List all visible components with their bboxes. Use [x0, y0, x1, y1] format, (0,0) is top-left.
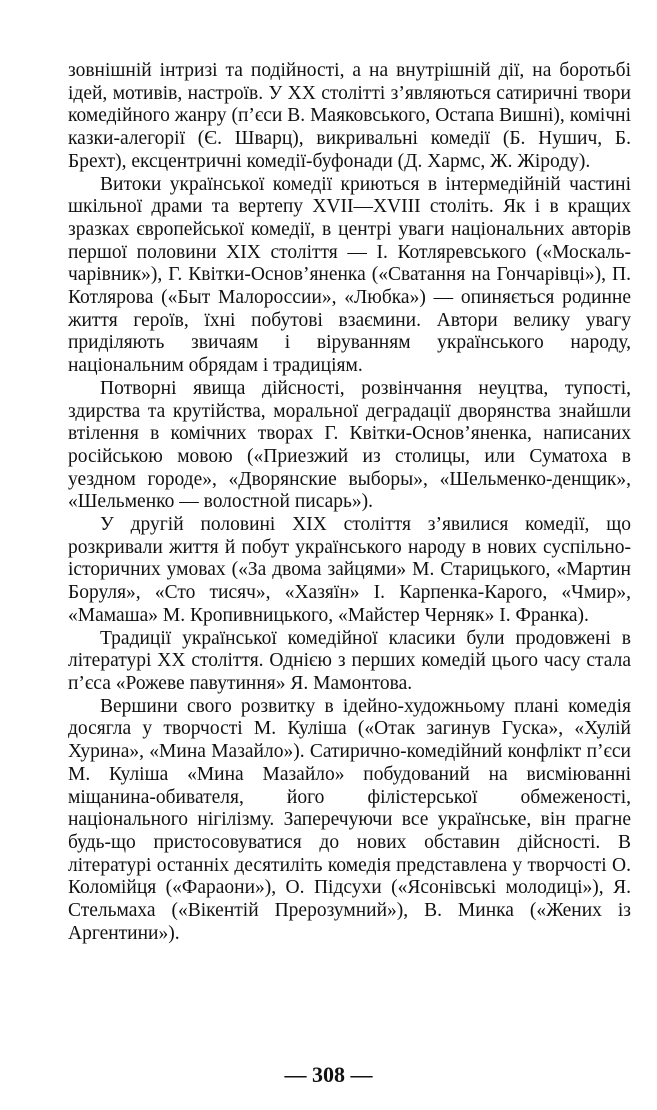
paragraph-1: зовнішній інтризі та подійності, а на внутрішній дії, на боротьбі ідей, мотивів, настроїв. У XX столітті з’являються сатиричні твори комедійного жанру (п’єси В. Маяковського, Остапа Вишні), комічні казки-алегорії (Є. Шварц), викривальні комедії (Б. Нушич, Б. Брехт), ексцентричні комедії-буфонади (Д. Хармс, Ж. Жіроду). — [68, 60, 631, 172]
paragraph-5: Традиції української комедійної класики були продовжені в літературі XX століття. Однією з перших комедій цього часу стала п’єса «Рожеве павутиння» Я. Мамонтова. — [68, 627, 631, 694]
page-body — [68, 60, 631, 945]
paragraph-4: У другій половині XIX століття з’явилися комедії, що розкривали життя й побут українського народу в нових суспільно-історичних умовах («За двома зайцями» М. Старицького, «Мартин Боруля», «Сто тисяч», «Хазяїн» І. Карпенка-Карого, «Чмир», «Мамаша» М. Кропивницького, «Майстер Черняк» І. Франка). — [68, 514, 631, 626]
paragraph-3: Потворні явища дійсності, розвінчання неуцтва, тупості, здирства та крутійства, моральної деградації дворянства знайшли втілення в комічних творах Г. Квітки-Основ’яненка, написаних російською мовою («Приезжий из столицы, или Суматоха в уездном городе», «Дворянские выборы», «Шельменко-денщик», «Шельменко — волостной писарь»). — [68, 377, 631, 513]
paragraph-6: Вершини свого розвитку в ідейно-художньому плані комедія досягла у творчості М. Куліша («Отак загинув Гуска», «Хулій Хурина», «Мина Мазайло»). Сатирично-комедійний конфлікт п’єси М. Куліша «Мина Мазайло» побудований на висміюванні міщанина-обивателя, його філістерської обмеженості, національного нігілізму. Заперечуючи все українське, він прагне будь-що пристосовуватися до нових обставин дійсності. В літературі останніх десятиліть комедія представлена у творчості О. Коломійця («Фараони»), О. Підсухи («Ясонівські молодиці»), Я. Стельмаха («Вікентій Прерозумний»), В. Минка («Жених із Аргентини»). — [68, 695, 631, 944]
paragraph-2: Витоки української комедії криються в інтермедійній частині шкільної драми та вертепу XVII—XVIII століть. Як і в кращих зразках європейської комедії, в центрі уваги національних авторів першої половини XIX століття — І. Котляревського («Москаль-чарівник»), Г. Квітки-Основ’яненка («Сватання на Гончарівці»), П. Котлярова («Быт Малороссии», «Любка») — опиняється родинне життя героїв, їхні побутові взаємини. Автори велику увагу приділяють звичаям і віруванням українського народу, національним обрядам і традиціям. — [68, 173, 631, 377]
page-number: — 308 — — [284, 1062, 373, 1087]
